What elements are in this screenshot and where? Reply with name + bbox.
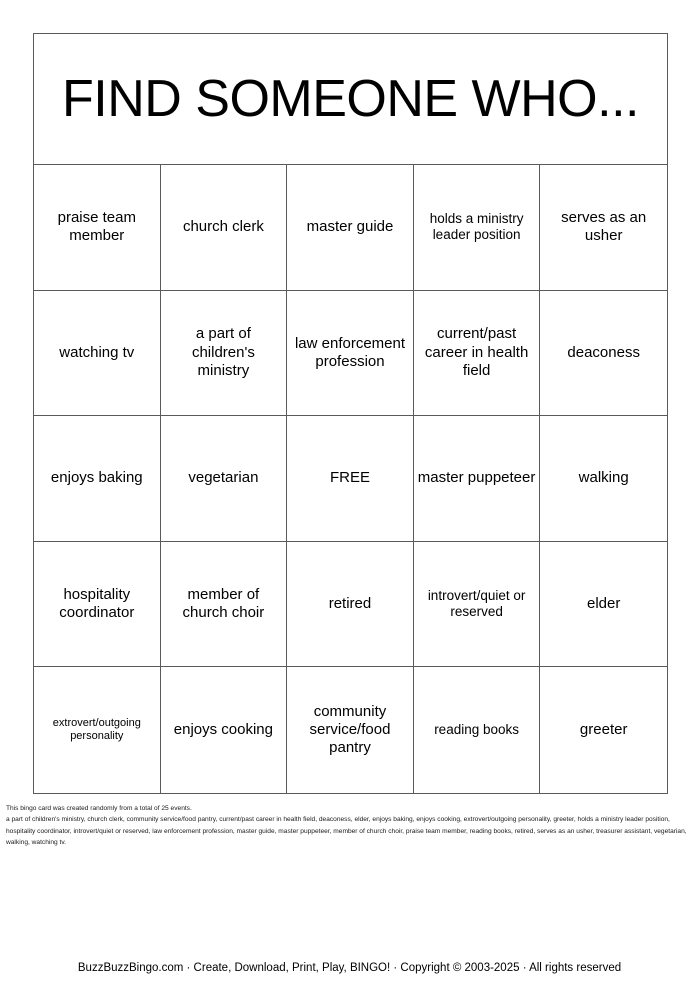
bingo-cell-label: FREE [329, 469, 370, 487]
bingo-cell-label: walking [578, 469, 629, 487]
bingo-cell-label: law enforcement profession [294, 334, 406, 370]
bingo-cell-label: hospitality coordinator [59, 585, 135, 622]
bingo-cell-label: retired [328, 594, 372, 612]
bingo-cell-label: praise team member [57, 209, 136, 245]
bingo-cell[interactable] [161, 667, 288, 793]
bingo-cell-label: member of church choir [182, 585, 265, 622]
bingo-cell[interactable] [161, 542, 288, 668]
bingo-cell[interactable] [34, 291, 161, 417]
bingo-cell[interactable] [34, 165, 161, 291]
bingo-cell[interactable] [540, 291, 667, 417]
bingo-cell[interactable] [34, 416, 161, 542]
card-header [34, 34, 667, 165]
bingo-cell[interactable] [414, 291, 541, 417]
bingo-cell-label: community service/food pantry [309, 702, 391, 757]
bingo-card [33, 33, 668, 794]
bingo-cell-label: enjoys baking [50, 469, 143, 487]
bingo-cell[interactable] [540, 542, 667, 668]
bingo-cell[interactable] [161, 291, 288, 417]
bingo-cell[interactable] [540, 667, 667, 793]
bingo-cell[interactable] [161, 165, 288, 291]
bingo-cell-label: watching tv [59, 343, 135, 361]
bingo-cell[interactable] [414, 416, 541, 542]
bingo-cell[interactable] [287, 542, 414, 668]
bingo-cell[interactable] [414, 165, 541, 291]
bingo-cell[interactable] [34, 667, 161, 793]
card-title: FIND SOMEONE WHO... [62, 70, 639, 128]
bingo-cell-label: a part of children's ministry [191, 325, 255, 380]
bingo-cell[interactable] [414, 667, 541, 793]
bingo-cell[interactable] [540, 416, 667, 542]
bingo-cell-label: introvert/quiet or reserved [427, 587, 526, 620]
bingo-cell-label: reading books [434, 721, 519, 737]
bingo-cell-label: enjoys cooking [173, 721, 273, 739]
bingo-grid [34, 165, 667, 793]
bingo-cell-label: current/past career in health field [424, 325, 529, 380]
bingo-cell[interactable] [287, 667, 414, 793]
fineprint-event-list: a part of children's ministry, church clerk, community service/food pantry, current/past career in health field, deaconess, elder, enjoys baking, enjoys cooking, extrovert/outgoing personality, greeter, holds a ministry leader position, hospitality coordinator, introvert/quiet or reserved, law enforcement profession, master guide, master puppeteer, member of church choir, praise team member, reading books, retired, serves as an usher, treasurer assistant, vegetarian, walking, watching tv. [6, 816, 687, 846]
bingo-cell-label: church clerk [182, 218, 264, 236]
footer-copyright: BuzzBuzzBingo.com · Create, Download, Print, Play, BINGO! · Copyright © 2003-2025 · All rights reserved [77, 962, 622, 974]
bingo-cell[interactable] [287, 416, 414, 542]
bingo-cell-label: holds a ministry leader position [429, 210, 524, 243]
bingo-cell[interactable] [540, 165, 667, 291]
bingo-cell-label: extrovert/outgoing personality [52, 716, 141, 743]
bingo-cell-label: master puppeteer [417, 469, 536, 487]
fineprint-summary: This bingo card was created randomly from a total of 25 events. [6, 805, 192, 812]
bingo-cell-label: vegetarian [188, 469, 259, 487]
bingo-cell-label: greeter [579, 721, 628, 739]
bingo-cell-label: serves as an usher [561, 209, 647, 245]
bingo-cell[interactable] [161, 416, 288, 542]
bingo-cell[interactable] [287, 165, 414, 291]
bingo-cell[interactable] [34, 542, 161, 668]
bingo-cell[interactable] [287, 291, 414, 417]
bingo-cell[interactable] [414, 542, 541, 668]
bingo-cell-label: master guide [306, 218, 394, 236]
fineprint-block [6, 803, 694, 848]
bingo-cell-label: deaconess [567, 343, 640, 361]
bingo-cell-label: elder [587, 594, 621, 612]
